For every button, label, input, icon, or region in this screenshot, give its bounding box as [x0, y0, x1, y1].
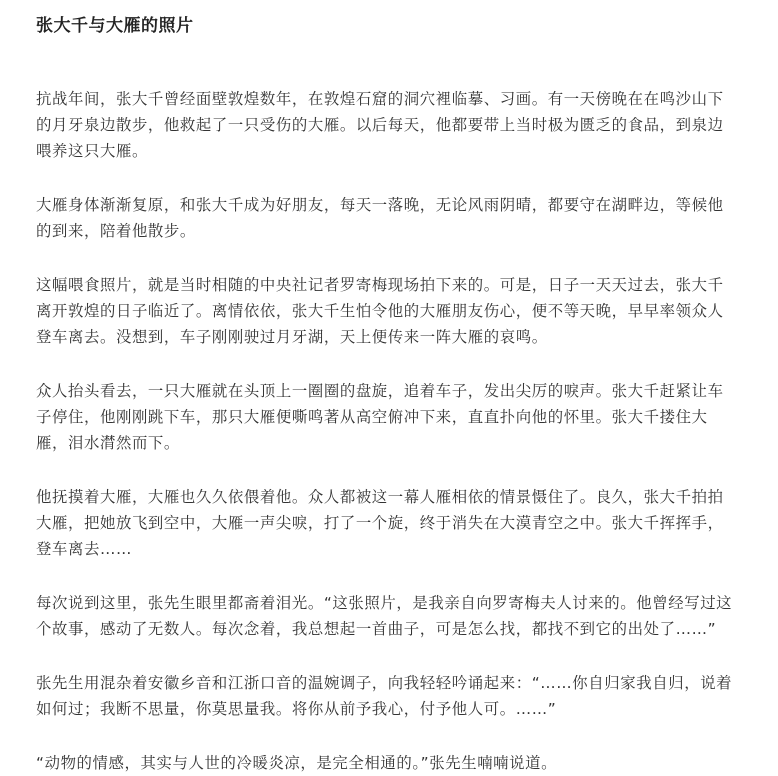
paragraph: 大雁身体渐渐复原，和张大千成为好朋友，每天一落晚，无论风雨阴晴，都要守在湖畔边，等候他的到来，陪着他散步。	[36, 196, 724, 240]
paragraph: 每次说到这里，张先生眼里都斋着泪光。“这张照片，是我亲自向罗寄梅夫人讨来的。他曾经写过这个故事，感动了无数人。每次念着，我总想起一首曲子，可是怎么找，都找不到它的出处了……”	[36, 594, 733, 638]
article-title: 张大千与大雁的照片	[36, 16, 194, 36]
paragraph: 张先生用混杂着安徽乡音和江浙口音的温婉调子，向我轻轻吟诵起来：“……你自归家我自归，说着如何过；我断不思量，你莫思量我。将你从前予我心，付予他人可。……”	[36, 674, 733, 718]
article-body	[36, 86, 736, 776]
paragraph: 他抚摸着大雁，大雁也久久依偎着他。众人都被这一幕人雁相依的情景慑住了。良久，张大千拍拍大雁，把她放飞到空中，大雁一声尖唳，打了一个旋，终于消失在大漠青空之中。张大千挥挥手，登车离去……	[36, 488, 724, 558]
paragraph: 抗战年间，张大千曾经面壁敦煌数年，在敦煌石窟的洞穴裡临摹、习画。有一天傍晚在在鸣沙山下的月牙泉边散步，他救起了一只受伤的大雁。以后每天，他都要带上当时极为匮乏的食品，到泉边喂养这只大雁。	[36, 90, 724, 160]
paragraph: “动物的情感，其实与人世的冷暖炎凉，是完全相通的。”张先生喃喃说道。	[36, 754, 558, 772]
paragraph: 众人抬头看去，一只大雁就在头顶上一圈圈的盘旋，追着车子，发出尖厉的唳声。张大千赶紧让车子停住，他刚刚跳下车，那只大雁便嘶鸣著从高空俯冲下来，直直扑向他的怀里。张大千搂住大雁，泪水潸然而下。	[36, 382, 724, 452]
paragraph: 这幅喂食照片，就是当时相随的中央社记者罗寄梅现场拍下来的。可是，日子一天天过去，张大千离开敦煌的日子临近了。离情依依，张大千生怕令他的大雁朋友伤心，便不等天晚，早早率领众人登车离去。没想到，车子刚刚驶过月牙湖，天上便传来一阵大雁的哀鸣。	[36, 276, 724, 346]
